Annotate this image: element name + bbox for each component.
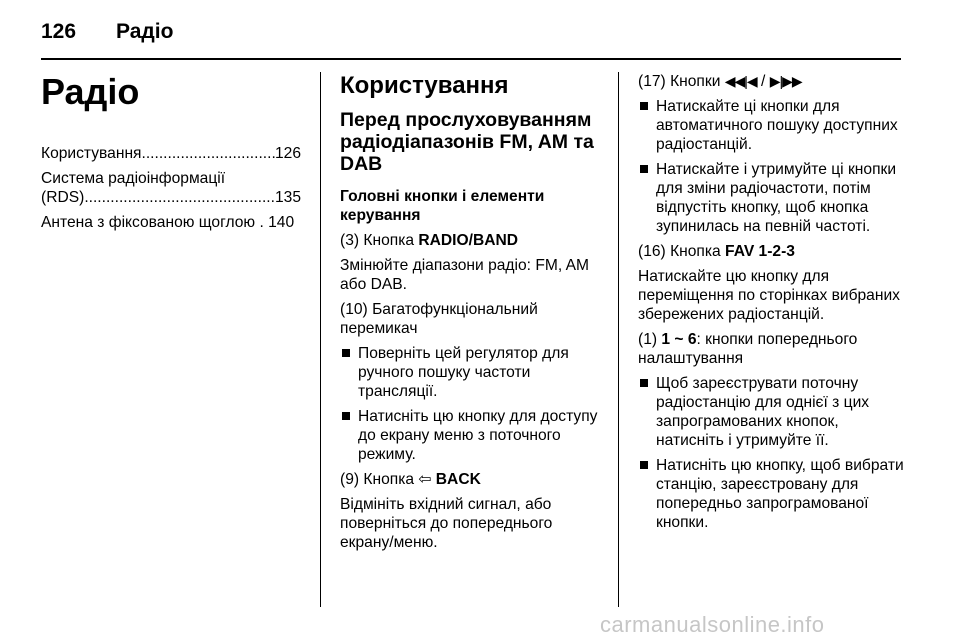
subheading-line-3: DAB [340, 153, 383, 175]
back-description-paragraph: Відмініть вхідний сигнал, або поверніться до попереднього екрану/меню. [340, 496, 553, 551]
bullet-item: Натисніть цю кнопку для доступу до екрану меню з поточного режиму. [340, 407, 605, 464]
back-button-paragraph: (9) Кнопка ⇦ BACK [340, 471, 481, 488]
seek-back-icon: ◀◀|◀ [724, 73, 757, 89]
toc-entry-usage[interactable] [41, 144, 301, 163]
bullet-item: Поверніть цей регулятор для ручного пошуку частоти трансляції. [340, 344, 605, 401]
fav-button-paragraph: (16) Кнопка FAV 1-2-3 [638, 243, 795, 260]
chapter-title: Радіо [41, 71, 140, 112]
bullet-item: Щоб зареєструвати поточну радіостанцію для однієї з цих запрограмованих кнопок, натисніть і утримуйте її. [638, 374, 908, 450]
radio-band-paragraph: (3) Кнопка RADIO/BAND [340, 232, 518, 249]
bullet-square-icon [342, 349, 350, 357]
running-title: Радіо [116, 20, 174, 43]
watermark: carmanualsonline.info [600, 612, 825, 637]
header-rule [41, 58, 901, 60]
toc-leader-dots [84, 188, 275, 207]
toc-entry-sep: . [255, 214, 269, 231]
bullet-square-icon [640, 379, 648, 387]
fav-description-paragraph: Натискайте цю кнопку для переміщення по сторінках вибраних збережених радіостанцій. [638, 268, 900, 323]
bullet-square-icon [640, 461, 648, 469]
fav-label: FAV 1-2-3 [725, 243, 795, 260]
multifunction-paragraph: (10) Багатофункціональний перемикач [340, 301, 538, 337]
toc-entry-label-cont: (RDS) [41, 189, 85, 206]
bullet-square-icon [640, 102, 648, 110]
subheading-line-1: Перед прослуховуванням [340, 109, 592, 131]
toc-entry-page: 126 [274, 145, 301, 162]
bullet-square-icon [640, 165, 648, 173]
toc-entry-rds[interactable] [41, 169, 301, 207]
toc-entry-page: 135 [274, 189, 301, 206]
back-label: BACK [435, 471, 481, 488]
middle-column [340, 72, 605, 558]
controls-heading-line-2: керування [340, 207, 421, 224]
page-number: 126 [41, 20, 77, 43]
right-column [638, 72, 908, 538]
back-arrow-icon: ⇦ [418, 471, 432, 488]
toc-entry-antenna[interactable] [41, 213, 301, 232]
bullet-item: Натисніть цю кнопку, щоб вибрати станцію, зареєстровану для попередньо запрограмованої кнопки. [638, 456, 908, 532]
toc-entry-label: Користування [41, 145, 142, 162]
left-column [41, 72, 301, 232]
column-divider-1 [320, 72, 321, 607]
section-heading: Користування [340, 72, 509, 99]
seek-forward-icon: ▶|▶▶ [769, 73, 802, 89]
toc-entry-label: Антена з фіксованою щоглою [41, 214, 256, 231]
toc-leader-dots [142, 144, 275, 163]
bullet-item: Натискайте ці кнопки для автоматичного пошуку доступних радіостанцій. [638, 97, 908, 154]
column-divider-2 [618, 72, 619, 607]
preset-range-label: 1 ~ 6 [661, 331, 697, 348]
bullet-item: Натискайте і утримуйте ці кнопки для зміни радіочастоти, потім відпустіть кнопку, щоб кнопка зупинилась на певній частоті. [638, 160, 908, 236]
toc-entry-page: 140 [268, 214, 295, 231]
radio-band-label: RADIO/BAND [418, 232, 518, 249]
subheading-line-2: радіодіапазонів FM, AM та [340, 131, 594, 153]
controls-heading-line-1: Головні кнопки і елементи [340, 188, 545, 205]
preset-buttons-paragraph: (1) 1 ~ 6: кнопки попереднього налаштування [638, 331, 858, 367]
toc-entry-label: Система радіоінформації [41, 170, 226, 187]
seek-buttons-paragraph: (17) Кнопки ◀◀|◀ / ▶|▶▶ [638, 73, 802, 90]
bullet-square-icon [342, 412, 350, 420]
band-change-paragraph: Змінюйте діапазони радіо: FM, AM або DAB. [340, 257, 590, 293]
